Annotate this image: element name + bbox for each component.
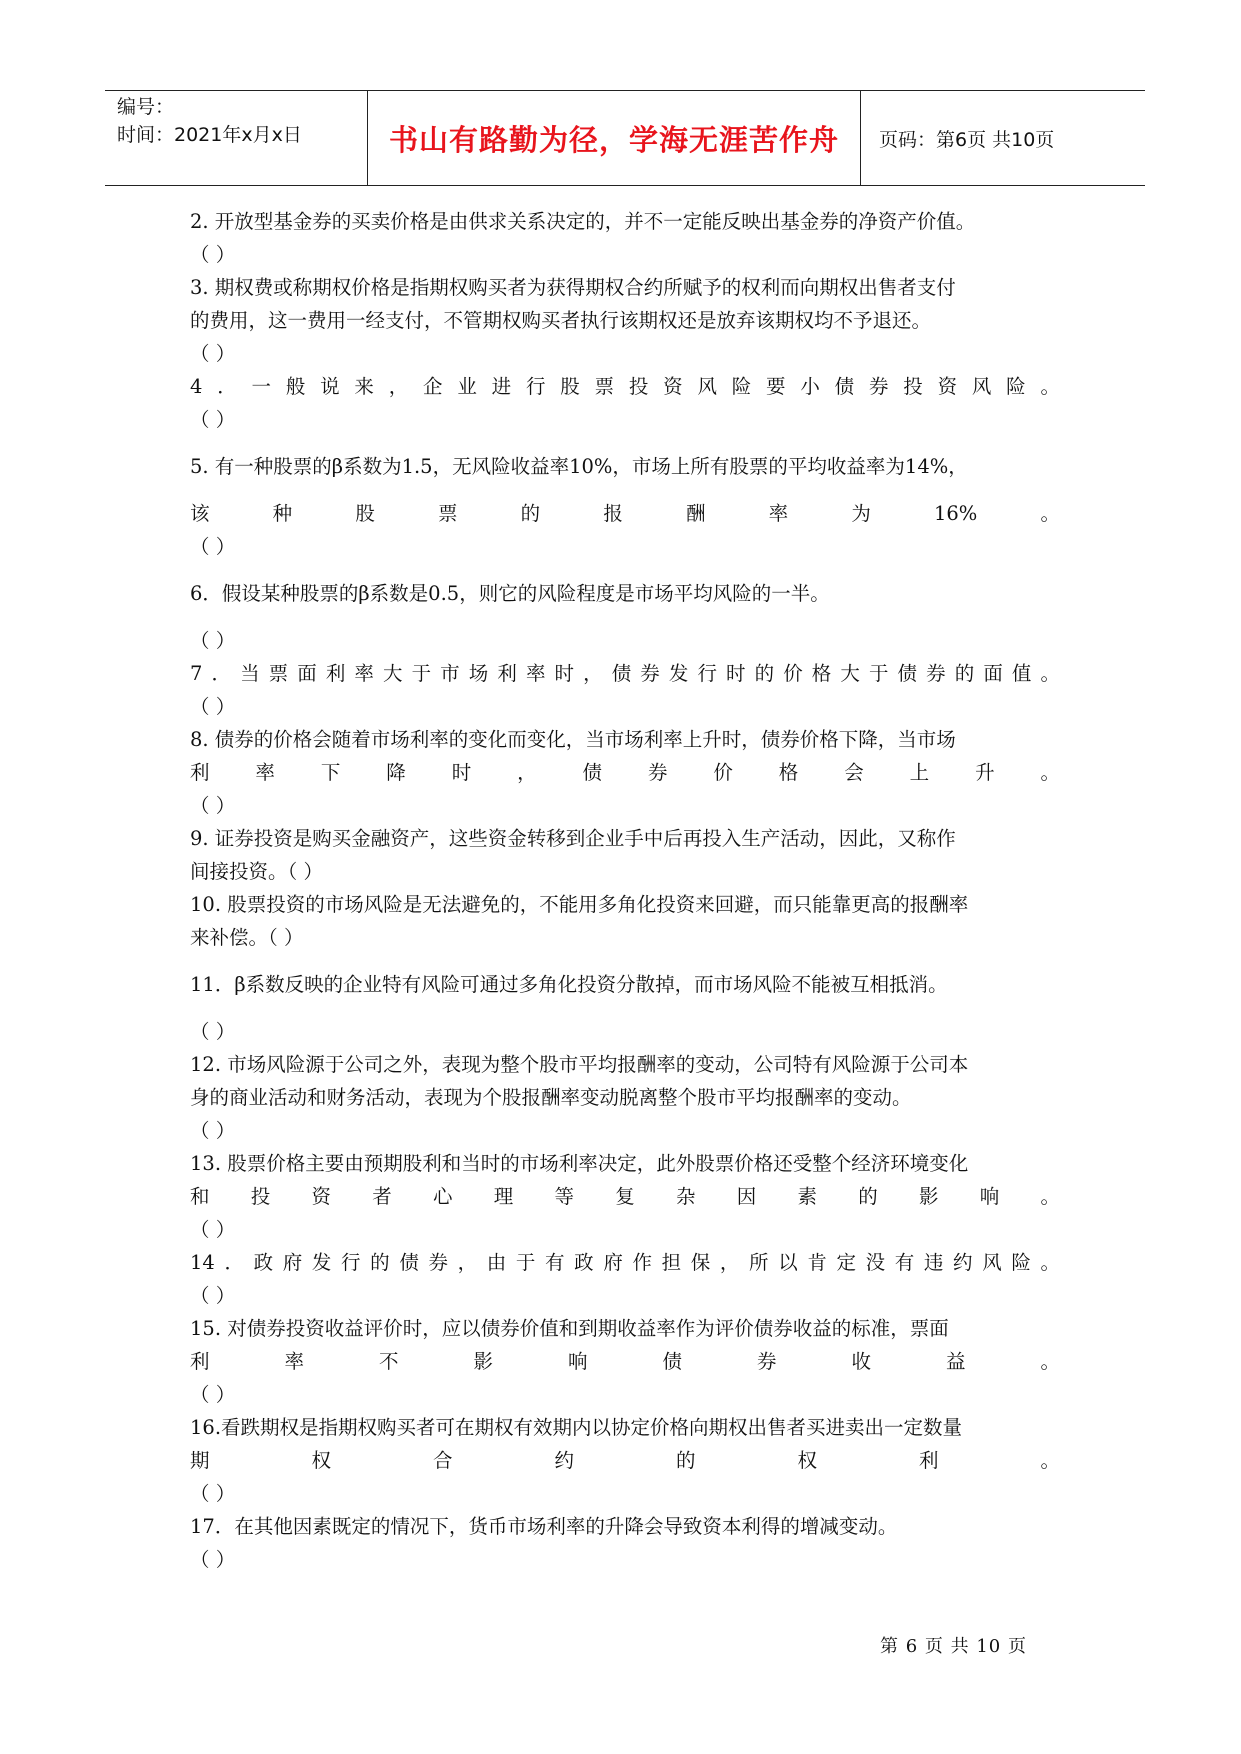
- line: 12. 市场风险源于公司之外，表现为整个股市平均报酬率的变动，公司特有风险源于公司本: [190, 1053, 969, 1076]
- number-label: 编号：: [117, 96, 175, 118]
- page-header: [105, 90, 1145, 186]
- line: 来补偿。（ ）: [190, 926, 304, 949]
- header-motto: 书山有路勤为径，学海无涯苦作舟: [368, 91, 861, 185]
- line: 14．政府发行的债券，由于有政府作担保，所以肯定没有违约风险。: [190, 1251, 1060, 1274]
- line: （ ）: [190, 535, 236, 558]
- line: （ ）: [190, 1383, 236, 1406]
- line: （ ）: [190, 1284, 236, 1307]
- line: 和投资者心理等复杂因素的影响。: [190, 1185, 1060, 1208]
- line: （ ）: [190, 794, 236, 817]
- line: （ ）: [190, 629, 236, 652]
- line: 期权合约的权利。: [190, 1449, 1060, 1472]
- line: 13. 股票价格主要由预期股利和当时的市场利率决定，此外股票价格还受整个经济环境变化: [190, 1152, 969, 1175]
- header-meta: [105, 91, 368, 185]
- line: 的费用，这一费用一经支付，不管期权购买者执行该期权还是放弃该期权均不予退还。: [190, 309, 932, 332]
- line: （ ）: [190, 1020, 236, 1043]
- line: 该种股票的报酬率为16%。: [190, 502, 1060, 525]
- line: 间接投资。（ ）: [190, 860, 323, 883]
- line: （ ）: [190, 1482, 236, 1505]
- line: 7．当票面利率大于市场利率时，债券发行时的价格大于债券的面值。: [190, 662, 1060, 685]
- line: 4．一般说来，企业进行股票投资风险要小债券投资风险。: [190, 375, 1060, 398]
- line: 利率下降时，债券价格会上升。: [190, 761, 1060, 784]
- time-label: 时间：2021年x月x日: [117, 124, 302, 146]
- line: （ ）: [190, 243, 236, 266]
- line: （ ）: [190, 695, 236, 718]
- question-list: [190, 205, 1060, 1576]
- line: 16.看跌期权是指期权购买者可在期权有效期内以协定价格向期权出售者买进卖出一定数量: [190, 1416, 963, 1439]
- page-footer: 第 6 页 共 10 页: [880, 1636, 1027, 1657]
- line: 11．β系数反映的企业特有风险可通过多角化投资分散掉，而市场风险不能被互相抵消。: [190, 973, 948, 996]
- line: 利率不影响债券收益。: [190, 1350, 1060, 1373]
- line: 身的商业活动和财务活动，表现为个股报酬率变动脱离整个股市平均报酬率的变动。: [190, 1086, 912, 1109]
- header-page-label: 页码：第6页 共10页: [879, 128, 1055, 151]
- line: （ ）: [190, 342, 236, 365]
- line: （ ）: [190, 408, 236, 431]
- line: 9. 证券投资是购买金融资产，这些资金转移到企业手中后再投入生产活动，因此，又称作: [190, 827, 956, 850]
- line: （ ）: [190, 1548, 236, 1571]
- line: 17．在其他因素既定的情况下，货币市场利率的升降会导致资本利得的增减变动。: [190, 1515, 898, 1538]
- line: 8. 债券的价格会随着市场利率的变化而变化，当市场利率上升时，债券价格下降，当市场: [190, 728, 956, 751]
- line: 3. 期权费或称期权价格是指期权购买者为获得期权合约所赋予的权利而向期权出售者支付: [190, 276, 956, 299]
- line: 2. 开放型基金券的买卖价格是由供求关系决定的，并不一定能反映出基金券的净资产价值。: [190, 210, 976, 233]
- line: 10. 股票投资的市场风险是无法避免的，不能用多角化投资来回避，而只能靠更高的报酬率: [190, 893, 969, 916]
- line: （ ）: [190, 1218, 236, 1241]
- line: 6．假设某种股票的β系数是0.5，则它的风险程度是市场平均风险的一半。: [190, 582, 830, 605]
- line: （ ）: [190, 1119, 236, 1142]
- line: 5. 有一种股票的β系数为1.5，无风险收益率10%，市场上所有股票的平均收益率为14%，: [190, 455, 968, 478]
- line: 15. 对债券投资收益评价时，应以债券价值和到期收益率作为评价债券收益的标准，票面: [190, 1317, 949, 1340]
